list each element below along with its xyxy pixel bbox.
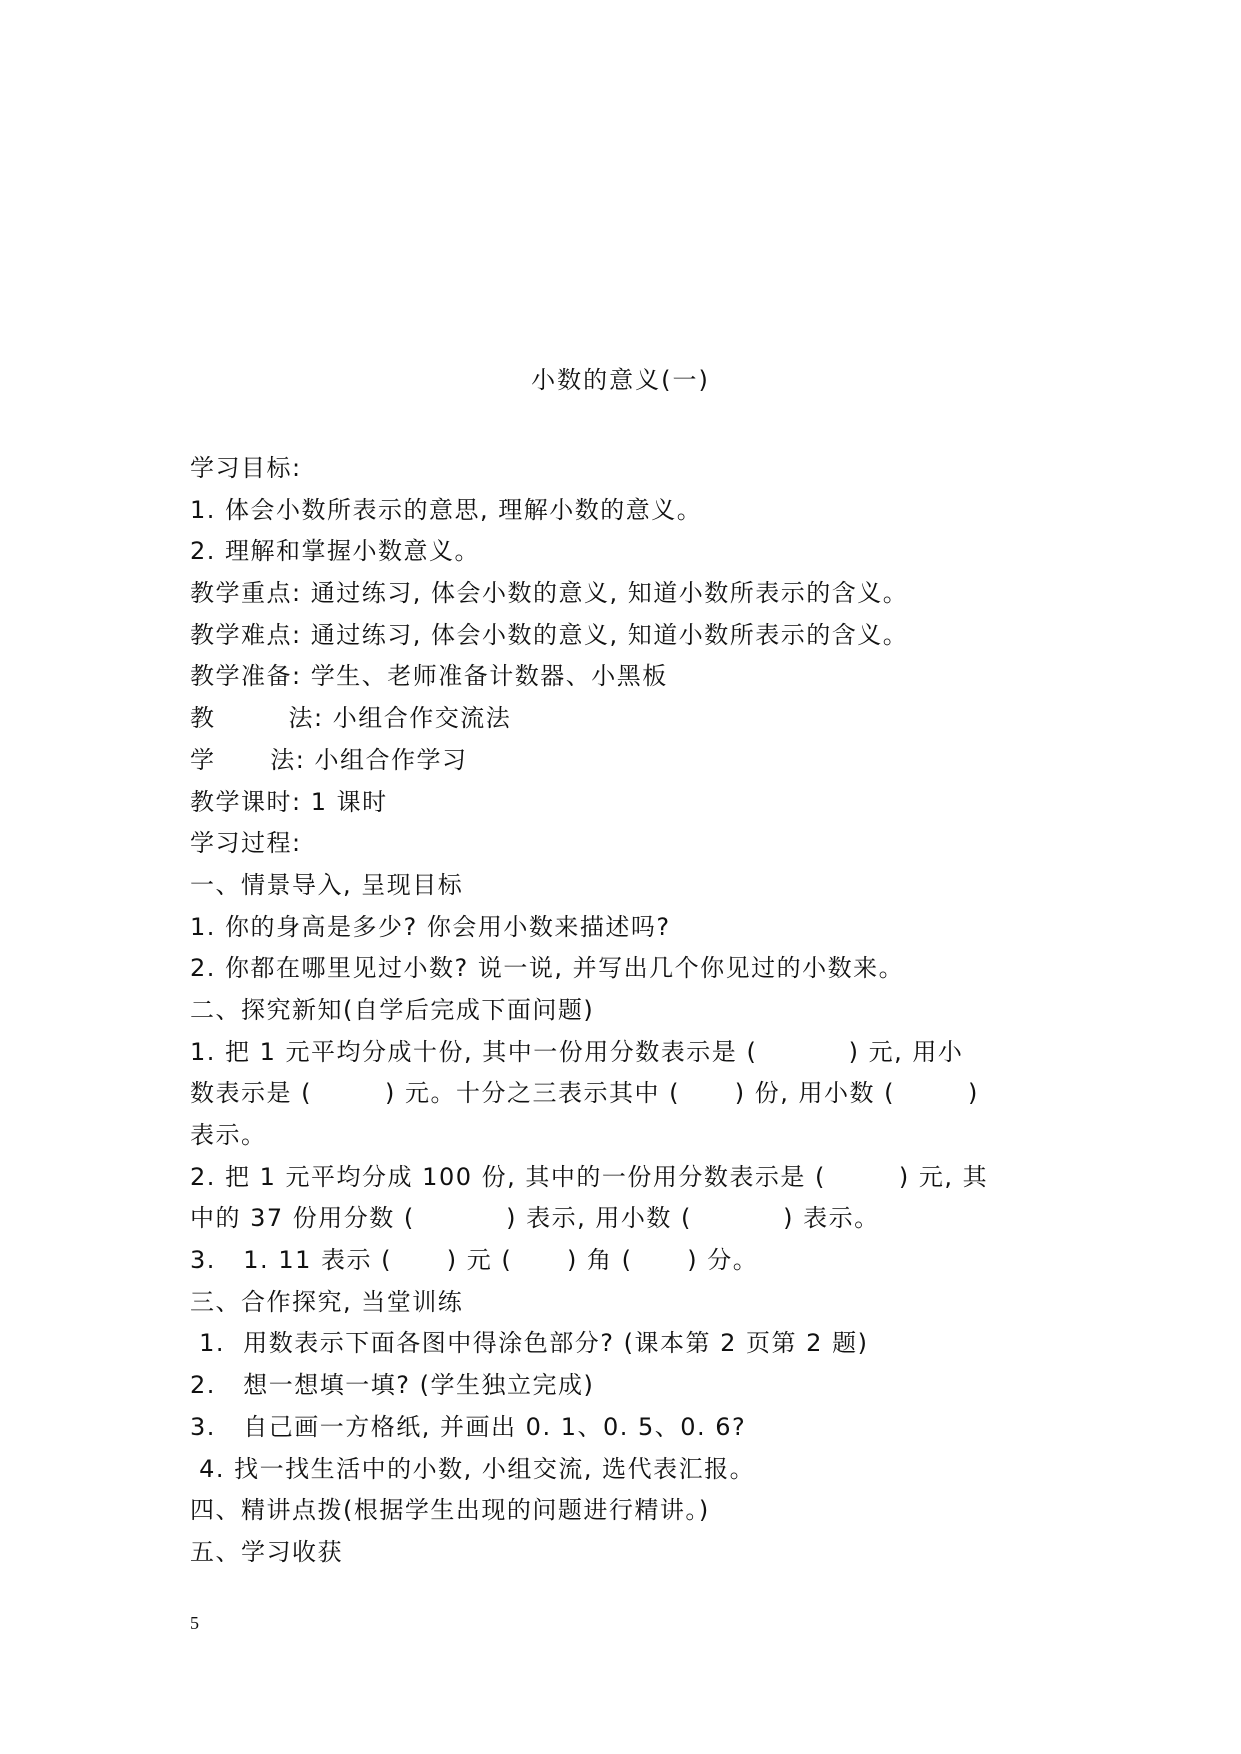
text-line: 教 法: 小组合作交流法	[190, 704, 512, 733]
text-line: 四、精讲点拨(根据学生出现的问题进行精讲。)	[190, 1496, 710, 1525]
text-line: 3. 自己画一方格纸, 并画出 0. 1、0. 5、0. 6?	[190, 1412, 747, 1441]
text-line: 3. 1. 11 表示 ( ) 元 ( ) 角 ( ) 分。	[190, 1246, 759, 1275]
document-body	[190, 448, 1090, 1574]
text-line: 教学准备: 学生、老师准备计数器、小黑板	[190, 662, 668, 691]
text-line: 二、探究新知(自学后完成下面问题)	[190, 995, 595, 1024]
page-number: 5	[190, 1613, 199, 1633]
text-line: 五、学习收获	[190, 1537, 343, 1566]
text-line: 表示。	[190, 1121, 267, 1149]
text-line: 数表示是 ( ) 元。十分之三表示其中 ( ) 份, 用小数 ( )	[190, 1079, 979, 1108]
text-line: 2. 把 1 元平均分成 100 份, 其中的一份用分数表示是 ( ) 元, 其	[190, 1162, 989, 1191]
text-line: 1. 你的身高是多少? 你会用小数来描述吗?	[190, 912, 671, 941]
text-line: 学习过程:	[190, 829, 302, 858]
text-line: 2. 理解和掌握小数意义。	[190, 537, 481, 566]
text-line: 教学难点: 通过练习, 体会小数的意义, 知道小数所表示的含义。	[190, 620, 909, 649]
text-line: 学 法: 小组合作学习	[190, 745, 468, 774]
text-line: 中的 37 份用分数 ( ) 表示, 用小数 ( ) 表示。	[190, 1204, 880, 1233]
text-line: 1. 把 1 元平均分成十份, 其中一份用分数表示是 ( ) 元, 用小	[190, 1037, 964, 1066]
text-line: 1. 用数表示下面各图中得涂色部分? (课本第 2 页第 2 题)	[190, 1329, 869, 1358]
text-line: 教学课时: 1 课时	[190, 787, 388, 816]
text-line: 一、情景导入, 呈现目标	[190, 870, 464, 899]
text-line: 学习目标:	[190, 454, 302, 482]
text-line: 三、合作探究, 当堂训练	[190, 1287, 464, 1316]
text-line: 教学重点: 通过练习, 体会小数的意义, 知道小数所表示的含义。	[190, 579, 909, 608]
text-line: 2. 想一想填一填? (学生独立完成)	[190, 1371, 595, 1400]
text-line: 2. 你都在哪里见过小数? 说一说, 并写出几个你见过的小数来。	[190, 954, 905, 983]
document-title: 小数的意义(一)	[531, 366, 710, 394]
text-line: 1. 体会小数所表示的意思, 理解小数的意义。	[190, 495, 703, 524]
text-line: 4. 找一找生活中的小数, 小组交流, 选代表汇报。	[190, 1454, 756, 1483]
